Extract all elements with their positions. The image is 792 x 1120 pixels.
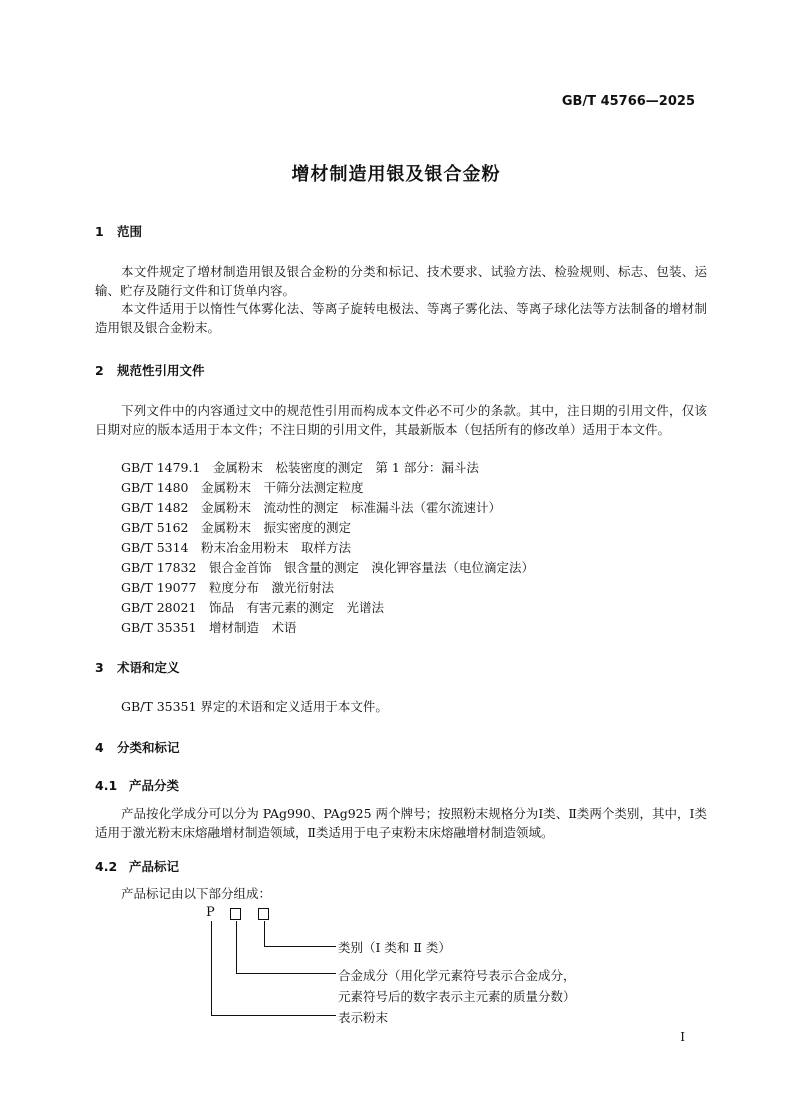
composition-label-line-1: 合金成分（用化学元素符号表示合金成分， (338, 968, 576, 983)
section-4-heading (95, 738, 180, 756)
section-number: 1 (95, 224, 104, 239)
section-number: 3 (95, 660, 104, 675)
leader-line (211, 1015, 336, 1016)
reference-item: GB/T 5314 粉末冶金用粉末 取样方法 (121, 540, 352, 555)
subsection-number: 4.2 (95, 859, 118, 874)
composition-label-line-2: 元素符号后的数字表示主元素的质量分数） (338, 989, 576, 1004)
section-3-paragraph-1: GB/T 35351 界定的术语和定义适用于本文件。 (121, 699, 388, 714)
subsection-4-2-paragraph: 产品标记由以下部分组成： (121, 886, 272, 901)
section-title: 范围 (117, 224, 143, 239)
section-2-paragraph-1: 下列文件中的内容通过文中的规范性引用而构成本文件必不可少的条款。其中，注日期的引用文件，仅该日期对应的版本适用于本文件；不注日期的引用文件，其最新版本（包括所有的修改单）适用于本文件。 (95, 403, 707, 437)
document-title: 增材制造用银及银合金粉 (291, 164, 501, 185)
page-number: I (680, 1030, 685, 1044)
category-box (258, 908, 269, 920)
reference-item: GB/T 28021 饰品 有害元素的测定 光谱法 (121, 600, 384, 615)
leader-line (264, 946, 336, 947)
section-1-paragraph-2: 本文件适用于以惰性气体雾化法、等离子旋转电极法、等离子雾化法、等离子球化法等方法制备的增材制造用银及银合金粉末。 (95, 301, 707, 335)
reference-item: GB/T 17832 银合金首饰 银含量的测定 溴化钾容量法（电位滴定法） (121, 560, 534, 575)
reference-item: GB/T 1480 金属粉末 干筛分法测定粒度 (121, 480, 364, 495)
reference-item: GB/T 1479.1 金属粉末 松装密度的测定 第 1 部分：漏斗法 (121, 460, 479, 475)
section-title: 规范性引用文件 (117, 363, 205, 378)
reference-item: GB/T 5162 金属粉末 振实密度的测定 (121, 520, 352, 535)
leader-line (211, 921, 212, 1016)
subsection-title: 产品标记 (129, 859, 180, 874)
subsection-4-1-heading (95, 776, 179, 794)
section-3-heading (95, 658, 180, 676)
leader-line (236, 921, 237, 974)
leader-line (236, 973, 336, 974)
reference-item: GB/T 1482 金属粉末 流动性的测定 标准漏斗法（霍尔流速计） (121, 500, 502, 515)
powder-label: 表示粉末 (338, 1010, 389, 1025)
section-title: 术语和定义 (117, 660, 180, 675)
composition-box (230, 908, 241, 920)
section-number: 2 (95, 363, 104, 378)
section-number: 4 (95, 740, 104, 755)
section-1-heading (95, 222, 142, 240)
section-title: 分类和标记 (117, 740, 180, 755)
standard-number: GB/T 45766—2025 (561, 94, 695, 109)
subsection-number: 4.1 (95, 778, 118, 793)
section-1-paragraph-1: 本文件规定了增材制造用银及银合金粉的分类和标记、技术要求、试验方法、检验规则、标志、包装、运输、贮存及随行文件和订货单内容。 (95, 264, 707, 298)
subsection-title: 产品分类 (129, 778, 180, 793)
subsection-4-1-paragraph: 产品按化学成分可以分为 PAg990、PAg925 两个牌号；按照粉末规格分为Ⅰ类、Ⅱ类两个类别，其中，Ⅰ类适用于激光粉末床熔融增材制造领域，Ⅱ类适用于电子束粉末床熔融增材制造领域。 (95, 806, 707, 840)
marking-letter-p: P (206, 905, 215, 920)
leader-line (264, 921, 265, 947)
reference-item: GB/T 35351 增材制造 术语 (121, 620, 297, 635)
subsection-4-2-heading (95, 857, 179, 875)
section-2-heading (95, 361, 205, 379)
reference-item: GB/T 19077 粒度分布 激光衍射法 (121, 580, 334, 595)
category-label: 类别（Ⅰ 类和 Ⅱ 类） (338, 940, 451, 955)
